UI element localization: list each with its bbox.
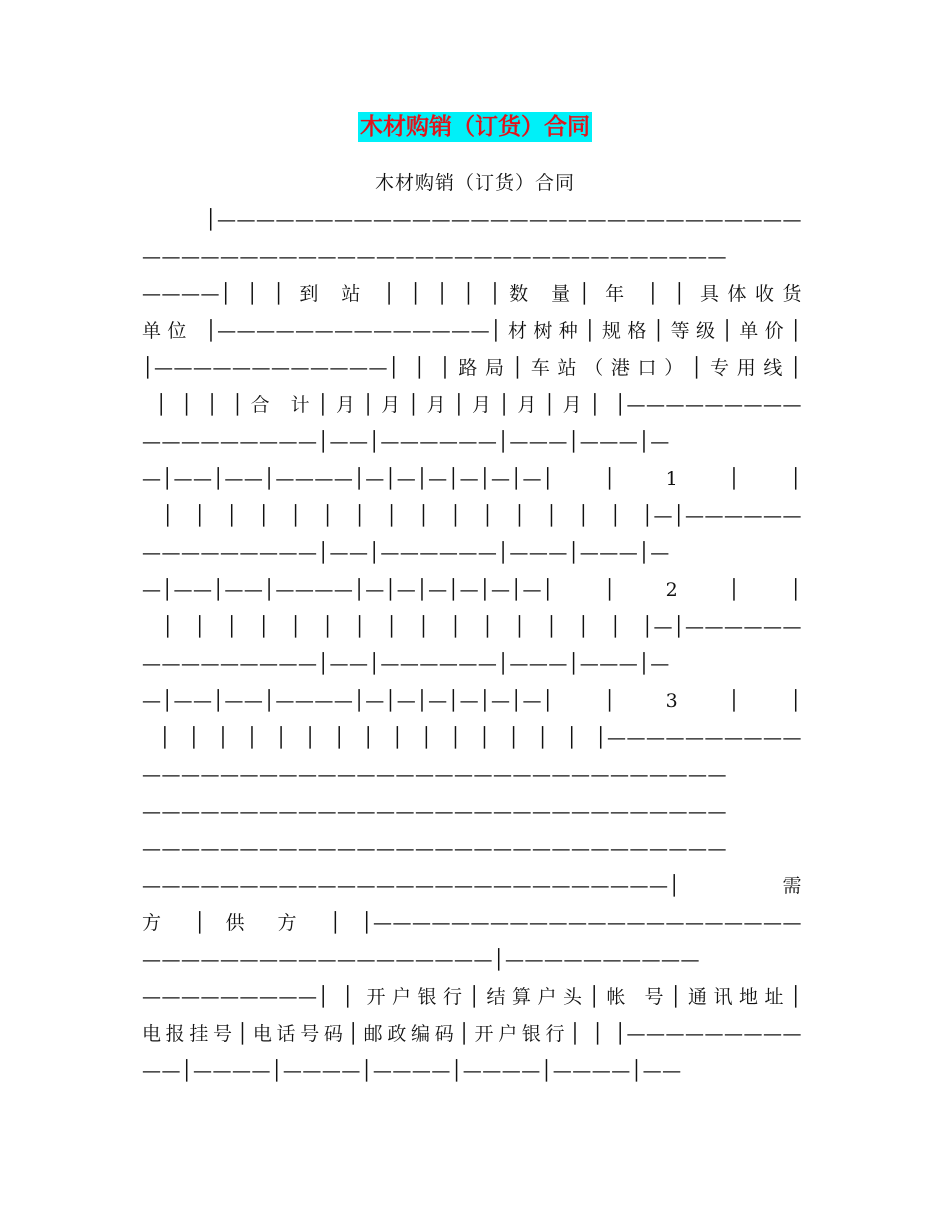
- text-line: ————│ │ │ 到 站 │ │ │ │ │数 量│ 年 │ │ 具体收货: [142, 283, 802, 305]
- text-line: 方 │ 供 方 │ │——————————————————————: [142, 912, 802, 934]
- text-line: │ │ │ │合 计│月│月│月│月│月│月│ │—————————: [142, 394, 802, 416]
- text-line: │——————————————————————————————: [142, 209, 802, 231]
- text-line: ——————————————————│——————————: [142, 949, 700, 971]
- text-line: 单位 │——————————————│材树种│规格│等级│单价│: [142, 320, 802, 342]
- text-line: —│——│——│————│—│—│—│—│—│—│ │ 2 │ │: [142, 579, 802, 601]
- text-line: │ │ │ │ │ │ │ │ │ │ │ │ │ │ │ │—│——————: [142, 505, 802, 527]
- text-line: —————————│——│——————│———│———│—: [142, 431, 670, 453]
- text-line: ——————————————————————————————: [142, 838, 727, 860]
- text-line: ——————————————————————————————: [142, 246, 727, 268]
- text-line: │————————————│ │ │路局│车站（港口）│专用线│: [142, 357, 802, 379]
- text-line: 电报挂号│电话号码│邮政编码│开户银行│ │ │—————————: [142, 1023, 802, 1045]
- text-line: —│——│——│————│—│—│—│—│—│—│ │ 1 │ │: [142, 468, 802, 490]
- document-title: 木材购销（订货）合同: [360, 114, 590, 140]
- text-line: —————————│ │ 开户银行│结算户头│帐 号│通讯地址│: [142, 986, 802, 1008]
- text-line: ———————————————————————————│ 需: [142, 875, 802, 897]
- text-line: │ │ │ │ │ │ │ │ │ │ │ │ │ │ │ │——————————: [142, 727, 802, 749]
- text-line: —————————│——│——————│———│———│—: [142, 542, 670, 564]
- title-container: [0, 112, 950, 142]
- text-line: ——————————————————————————————: [142, 801, 727, 823]
- contract-table-text: [142, 202, 802, 1090]
- text-line: ——————————————————————————————: [142, 764, 727, 786]
- text-line: ——│————│————│————│————│————│——: [142, 1060, 682, 1082]
- text-line: —————————│——│——————│———│———│—: [142, 653, 670, 675]
- document-subtitle: 木材购销（订货）合同: [374, 172, 575, 194]
- text-line: —│——│——│————│—│—│—│—│—│—│ │ 3 │ │: [142, 690, 802, 712]
- text-line: │ │ │ │ │ │ │ │ │ │ │ │ │ │ │ │—│——————: [142, 616, 802, 638]
